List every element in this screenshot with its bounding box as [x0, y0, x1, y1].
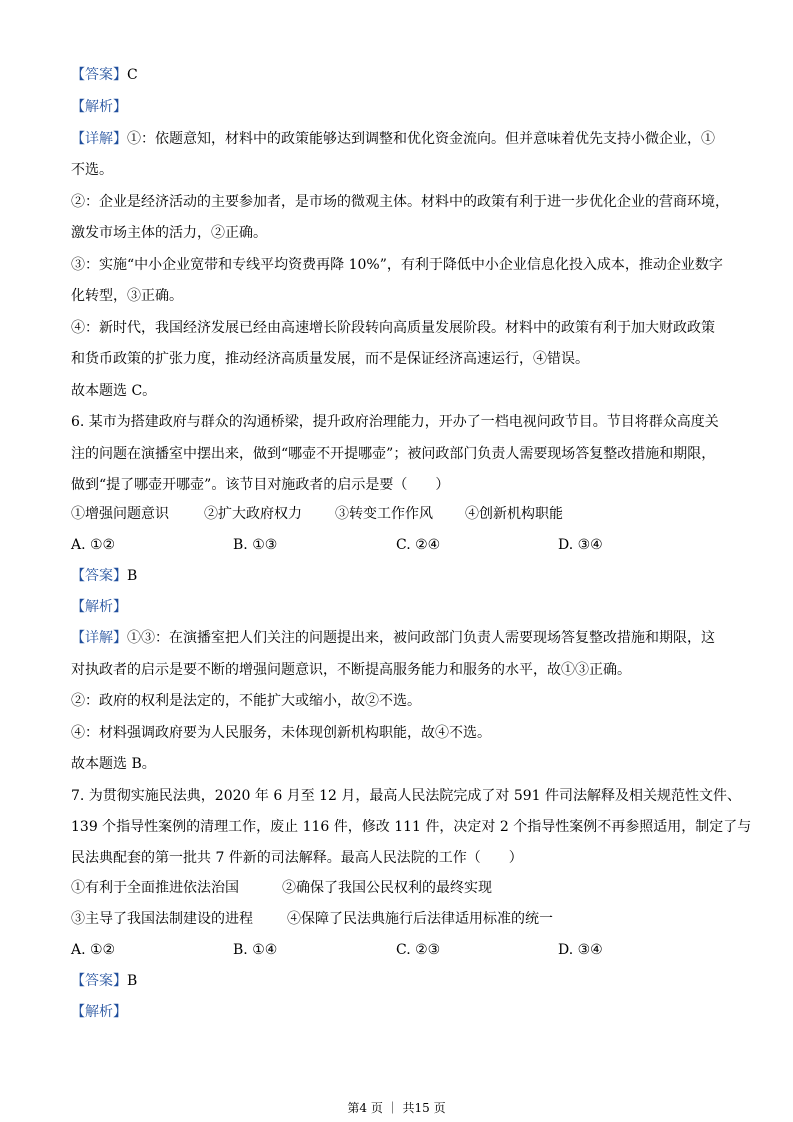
q7-option-c[interactable]: C. ②③ [396, 942, 441, 958]
detail-line [71, 130, 723, 148]
answer-line [71, 66, 723, 84]
q7-option-b[interactable]: B. ①④ [233, 942, 278, 958]
q6-stem-line: 6. 某市为搭建政府与群众的沟通桥梁，提升政府治理能力，开办了一档电视问政节目。节目将群众高度关 [71, 414, 719, 430]
text-line: 和货币政策的扩张力度，推动经济高质量发展，而不是保证经济高速运行，④错误。 [71, 351, 589, 367]
text-line: 不选。 [71, 162, 113, 178]
analysis-tag: 【解析】 [71, 99, 127, 115]
q7-options [71, 941, 723, 959]
q7-statement: ④保障了民法典施行后法律适用标准的统一 [287, 911, 553, 927]
q7-option-d[interactable]: D. ③④ [558, 942, 603, 958]
answer-tag: 【答案】 [71, 973, 127, 989]
q6-option-c[interactable]: C. ②④ [396, 537, 441, 553]
answer-value: B [127, 973, 138, 989]
analysis-tag: 【解析】 [71, 1004, 127, 1020]
text-line: ③：实施“中小企业宽带和专线平均资费再降 10%”，有利于降低中小企业信息化投入成本，推动企业数字 [71, 257, 723, 273]
q6-statements [71, 505, 723, 523]
q6-analysis-heading [71, 598, 723, 616]
text-line: ②：企业是经济活动的主要参加者，是市场的微观主体。材料中的政策有利于进一步优化企业的营商环境， [71, 194, 729, 210]
text-line: ④：材料强调政府要为人民服务，未体现创新机构职能，故④不选。 [71, 725, 491, 741]
q7-statement: ②确保了我国公民权利的最终实现 [282, 880, 492, 896]
q7-statements-row2 [71, 910, 723, 928]
text-line: ②：政府的权利是法定的，不能扩大或缩小，故②不选。 [71, 693, 421, 709]
q7-answer-line [71, 972, 723, 990]
q6-stem-line: 注的问题在演播室中摆出来，做到“哪壶不开提哪壶”；被问政部门负责人需要现场答复整改措施和期限， [71, 446, 716, 462]
answer-value: B [127, 568, 138, 584]
conclusion-line: 故本题选 B。 [71, 756, 156, 772]
q7-option-a[interactable]: A. ①② [71, 942, 116, 958]
q6-stem-line: 做到“提了哪壶开哪壶”。该节目对施政者的启示是要（ ） [71, 477, 450, 493]
answer-tag: 【答案】 [71, 568, 127, 584]
detail-text: ①：依题意知，材料中的政策能够达到调整和优化资金流向。但并意味着优先支持小微企业，① [127, 131, 715, 147]
q7-statements-row1 [71, 879, 723, 897]
answer-tag: 【答案】 [71, 67, 127, 83]
text-line: 化转型，③正确。 [71, 288, 183, 304]
q6-answer-line [71, 567, 723, 585]
q7-stem-line: 民法典配套的第一批共 7 件新的司法解释。最高人民法院的工作（ ） [71, 850, 523, 866]
conclusion-line: 故本题选 C。 [71, 383, 157, 399]
analysis-heading [71, 98, 723, 116]
q7-analysis-heading [71, 1003, 723, 1021]
q6-statement: ③转变工作作风 [335, 506, 433, 522]
q6-option-b[interactable]: B. ①③ [233, 537, 278, 553]
q7-stem-line: 139 个指导性案例的清理工作，废止 116 件，修改 111 件，决定对 2 个指导性案例不再参照适用，制定了与 [71, 819, 752, 835]
text-line: 激发市场主体的活力，②正确。 [71, 225, 267, 241]
q7-stem-line: 7. 为贯彻实施民法典，2020 年 6 月至 12 月，最高人民法院完成了对 591 件司法解释及相关规范性文件、 [71, 788, 742, 804]
q6-option-a[interactable]: A. ①② [71, 537, 116, 553]
text-line: ④：新时代，我国经济发展已经由高速增长阶段转向高质量发展阶段。材料中的政策有利于加大财政政策 [71, 320, 715, 336]
q6-detail-line [71, 629, 723, 647]
answer-value: C [127, 67, 138, 83]
q7-statement: ①有利于全面推进依法治国 [71, 880, 239, 896]
detail-text: ①③：在演播室把人们关注的问题提出来，被问政部门负责人需要现场答复整改措施和期限，这 [127, 630, 715, 646]
page-footer: 第4 页 ｜ 共15 页 [347, 1101, 446, 1115]
q6-option-d[interactable]: D. ③④ [558, 537, 603, 553]
detail-tag: 【详解】 [71, 131, 127, 147]
q6-statement: ④创新机构职能 [465, 506, 563, 522]
detail-tag: 【详解】 [71, 630, 127, 646]
q7-statement: ③主导了我国法制建设的进程 [71, 911, 253, 927]
q6-statement: ②扩大政府权力 [204, 506, 302, 522]
text-line: 对执政者的启示是要不断的增强问题意识，不断提高服务能力和服务的水平，故①③正确。 [71, 662, 631, 678]
q6-statement: ①增强问题意识 [71, 506, 169, 522]
q6-options [71, 536, 723, 554]
analysis-tag: 【解析】 [71, 599, 127, 615]
